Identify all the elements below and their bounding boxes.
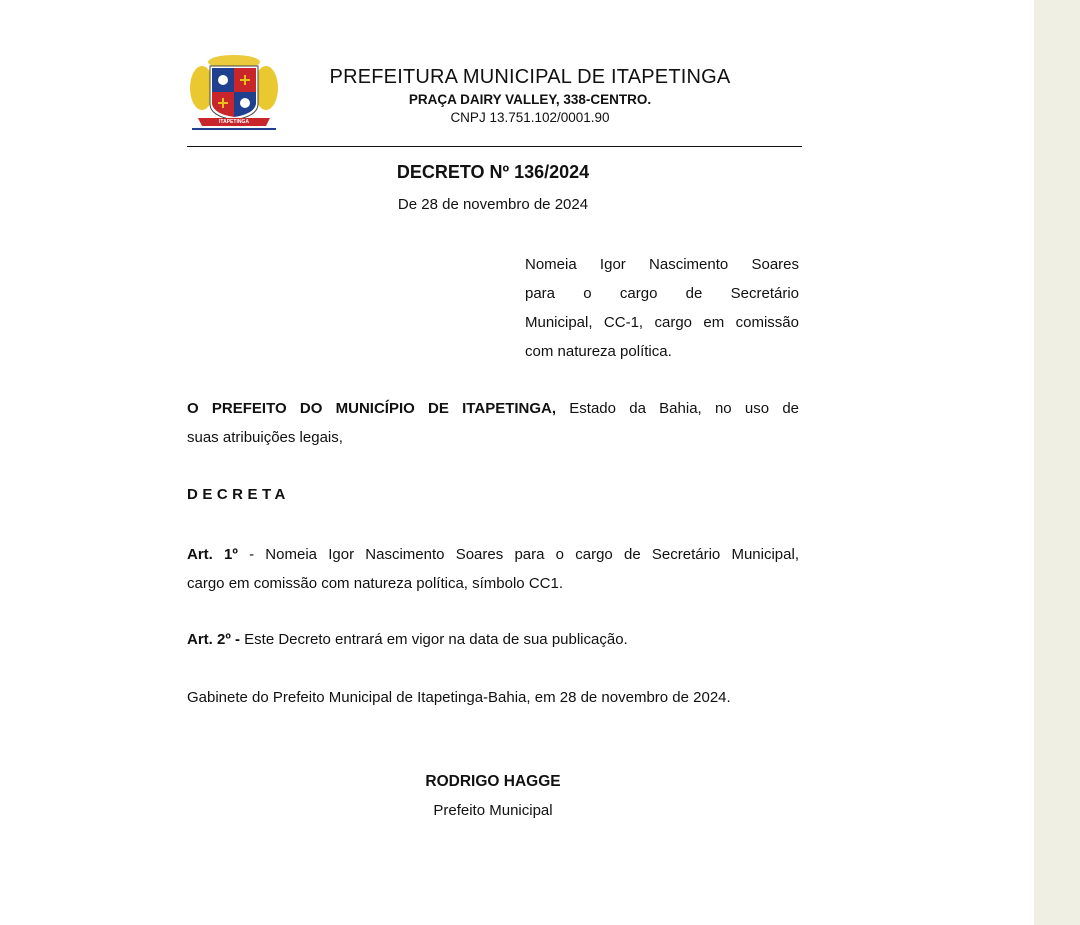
header-address: PRAÇA DAIRY VALLEY, 338-CENTRO.	[408, 92, 652, 107]
article-1-line-1	[187, 540, 799, 569]
municipal-crest	[188, 54, 280, 132]
side-margin-strip	[1034, 0, 1080, 925]
article-1-label: Art. 1º	[187, 546, 238, 563]
decreta-heading: DECRETA	[187, 486, 290, 503]
intro-rest: Estado da Bahia, no uso de	[556, 400, 799, 417]
article-1	[187, 540, 799, 598]
signer-name: RODRIGO HAGGE	[425, 773, 561, 790]
summary-line: Nomeia Igor Nascimento Soares	[525, 256, 799, 273]
decree-title: DECRETO Nº 136/2024	[396, 162, 590, 182]
summary-line: Municipal, CC-1, cargo em comissão	[525, 314, 799, 331]
intro-bold: O PREFEITO DO MUNICÍPIO DE ITAPETINGA,	[187, 400, 557, 417]
closing-line: Gabinete do Prefeito Municipal de Itapetinga-Bahia, em 28 de novembro de 2024.	[187, 689, 731, 706]
article-2-text: Este Decreto entrará em vigor na data de sua publicação.	[239, 631, 628, 648]
summary-line: para o cargo de Secretário	[525, 285, 799, 302]
decree-date: De 28 de novembro de 2024	[397, 196, 589, 213]
article-1-text: - Nomeia Igor Nascimento Soares para o cargo de Secretário Municipal,	[237, 546, 799, 563]
crest-banner-text: ITAPETINGA	[219, 119, 249, 125]
intro-line-1	[187, 394, 799, 423]
article-2	[187, 625, 799, 654]
article-2-label: Art. 2º -	[187, 631, 240, 648]
header-cnpj: CNPJ 13.751.102/0001.90	[450, 110, 610, 125]
decree-summary	[525, 250, 799, 366]
intro-paragraph	[187, 394, 799, 452]
signer-role: Prefeito Municipal	[433, 802, 553, 819]
header-divider	[187, 146, 802, 147]
header-title: PREFEITURA MUNICIPAL DE ITAPETINGA	[329, 66, 731, 88]
summary-line: com natureza política.	[525, 343, 672, 360]
intro-line-2: suas atribuições legais,	[187, 429, 343, 446]
article-1-line-2: cargo em comissão com natureza política, símbolo CC1.	[187, 575, 563, 592]
